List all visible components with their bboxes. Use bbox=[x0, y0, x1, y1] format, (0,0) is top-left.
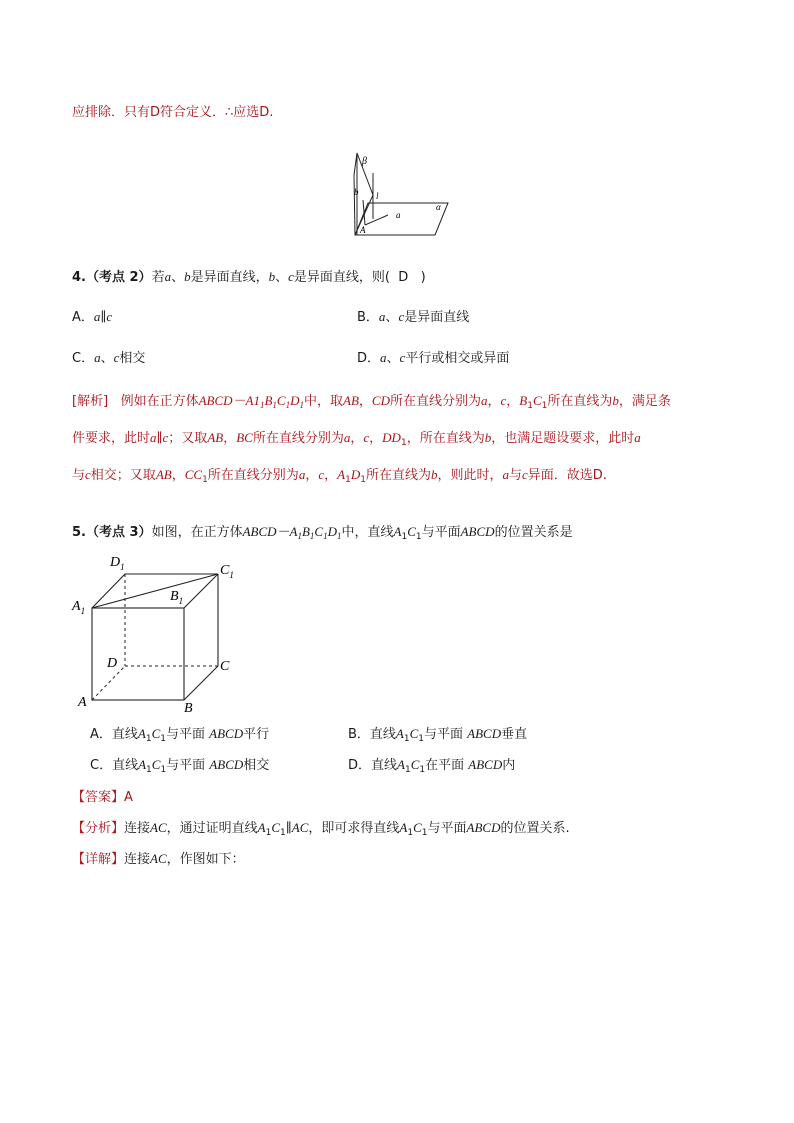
label-B1: $B_1$ bbox=[170, 589, 184, 606]
label-beta: β bbox=[362, 156, 367, 167]
label-D: D bbox=[107, 656, 118, 671]
previous-answer-tail: 应排除．只有D符合定义．∴应选D. bbox=[72, 105, 274, 120]
q5-detail: 【详解】连接AC，作图如下： bbox=[72, 851, 245, 867]
q5-stem: 5.（考点 3）如图，在正方体$ABCD-A_1B_1C_1D_1$中，直线$A_1C_1$与平面ABCD的位置关系是 bbox=[72, 524, 573, 542]
label-b: b bbox=[354, 187, 359, 197]
q4-option-b: B．a、c是异面直线 bbox=[357, 309, 470, 325]
label-a: a bbox=[396, 210, 401, 220]
q4-stem: 4.（考点 2）若a、b是异面直线，b、c是异面直线，则( D ) bbox=[72, 269, 426, 285]
label-C: C bbox=[220, 659, 230, 674]
q4-option-c: C．a、c相交 bbox=[72, 350, 146, 366]
label-l: l bbox=[376, 191, 379, 201]
q4-analysis-line-2: 件要求，此时a∥c；又取AB，BC所在直线分别为a，c，$DD_1$，所在直线为b，也满足题设要求，此时a bbox=[72, 430, 641, 448]
q4-option-d: D．a、c平行或相交或异面 bbox=[357, 350, 510, 366]
q4-analysis-line-1: [解析] 例如在正方体$ABCD-A1_1B_1C_1D_1$中，取AB，CD所在直线分别为a，c，$B_1C_1$所在直线为b，满足条 bbox=[72, 393, 671, 411]
q5-analysis: 【分析】连接AC，通过证明直线$A_1C_1\parallel AC$，即可求得直线$A_1C_1$与平面ABCD的位置关系. bbox=[72, 820, 570, 838]
label-alpha: α bbox=[436, 202, 441, 212]
q5-option-a: A．直线$A_1C_1$与平面 ABCD平行 bbox=[90, 726, 270, 744]
q5-option-d: D．直线$A_1C_1$在平面 ABCD内 bbox=[348, 757, 516, 775]
q5-option-c: C．直线$A_1C_1$与平面 ABCD相交 bbox=[90, 757, 270, 775]
q5-answer: 【答案】A bbox=[72, 790, 133, 805]
label-C1: $C_1$ bbox=[220, 563, 234, 580]
label-A: A bbox=[360, 225, 366, 235]
label-B: B bbox=[184, 701, 193, 716]
label-A: A bbox=[78, 695, 87, 710]
q5-option-b: B．直线$A_1C_1$与平面 ABCD垂直 bbox=[348, 726, 528, 744]
label-A1: $A_1$ bbox=[72, 599, 86, 616]
q4-option-a: A．a∥c bbox=[72, 309, 113, 325]
q4-analysis-line-3: 与c相交；又取AB，$CC_1$所在直线分别为a，c，$A_1D_1$所在直线为b，则此时，a与c异面．故选D. bbox=[72, 467, 607, 485]
analysis-tag: [解析] bbox=[72, 394, 109, 409]
planes-figure bbox=[340, 145, 460, 245]
q4-answer: D bbox=[398, 270, 409, 285]
cube-figure bbox=[70, 550, 240, 715]
label-D1: $D_1$ bbox=[110, 555, 125, 572]
